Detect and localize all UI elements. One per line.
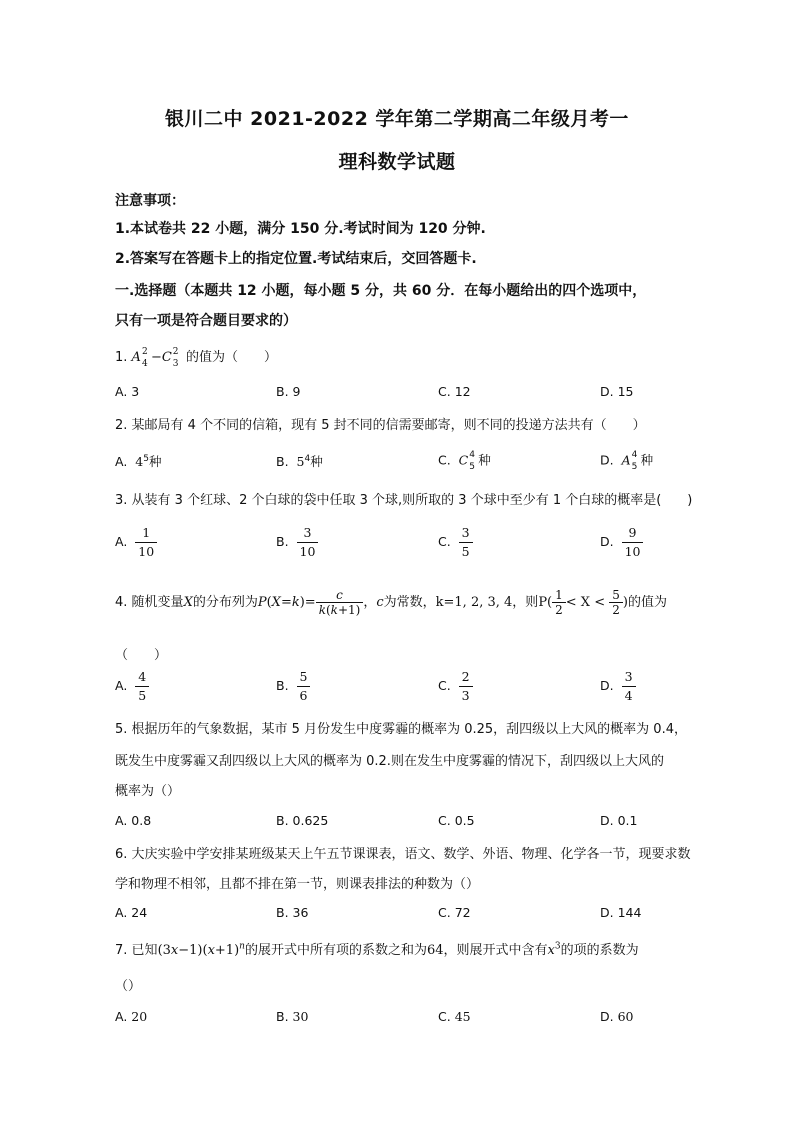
q6-option-d[interactable]: D. 144 — [600, 905, 642, 920]
q5-line-2: 既发生中度雾霾又刮四级以上大风的概率为 0.2.则在发生中度雾霾的情况下，刮四级以上大风的 — [115, 754, 664, 769]
notes-heading: 注意事项： — [115, 193, 185, 209]
q1-formula: A 2 4 −C 2 3 — [131, 346, 179, 369]
question-1 — [115, 346, 277, 369]
q7-option-a[interactable]: A. 20 — [115, 1009, 148, 1024]
question-number: 7. — [115, 943, 128, 958]
q5-line-3: 概率为（） — [115, 784, 181, 799]
q2-option-d[interactable]: D. A 4 5 种 — [600, 450, 654, 472]
q1-option-b[interactable]: B. 9 — [276, 384, 301, 399]
q5-option-d[interactable]: D. 0.1 — [600, 813, 638, 828]
q6-line-2: 学和物理不相邻，且都不排在第一节，则课表排法的种数为（） — [115, 877, 480, 892]
q7-option-d[interactable]: D. 60 — [600, 1009, 634, 1024]
notes-item-2: 2.答案写在答题卡上的指定位置.考试结束后，交回答题卡. — [115, 251, 477, 267]
question-2 — [115, 414, 646, 433]
q1-text: 的值为（ ） — [185, 350, 277, 365]
q3-text: 从装有 3 个红球、2 个白球的袋中任取 3 个球,则所取的 3 个球中至少有 1 个白球的概率是( ) — [131, 493, 693, 508]
notes-item-1: 1.本试卷共 22 小题，满分 150 分.考试时间为 120 分钟. — [115, 221, 486, 237]
q3-option-c[interactable]: C. $\frac{3}{5}$ — [438, 524, 473, 561]
q2-option-b[interactable]: B. $5^4$种 — [276, 453, 323, 469]
q1-option-a[interactable]: A. 3 — [115, 384, 140, 399]
section-heading-line1: 一.选择题（本题共 12 小题，每小题 5 分，共 60 分．在每小题给出的四个选项中， — [115, 283, 647, 299]
q7-option-b[interactable]: B. 30 — [276, 1009, 309, 1024]
q3-option-d[interactable]: D. $\frac{9}{10}$ — [600, 524, 643, 561]
q4-option-c[interactable]: C. $\frac{2}{3}$ — [438, 668, 473, 705]
q2-text: 某邮局有 4 个不同的信箱，现有 5 封不同的信需要邮寄，则不同的投递方法共有（ ） — [131, 418, 646, 433]
q6-option-c[interactable]: C. 72 — [438, 905, 471, 920]
section-heading-line2: 只有一项是符合题目要求的） — [115, 313, 297, 329]
q5-option-a[interactable]: A. 0.8 — [115, 813, 152, 828]
q3-option-a[interactable]: A. $\frac{1}{10}$ — [115, 524, 157, 561]
question-3 — [115, 489, 692, 508]
q2-option-c[interactable]: C. C 4 5 种 — [438, 450, 491, 472]
q4-paren: （ ） — [115, 648, 168, 663]
question-number: 6. — [115, 847, 128, 862]
q5-option-b[interactable]: B. 0.625 — [276, 813, 329, 828]
q6-option-a[interactable]: A. 24 — [115, 905, 148, 920]
question-number: 3. — [115, 493, 128, 508]
question-4: 4. 随机变量X的分布列为P(X=k)= $\frac{c}{k(k+1)}$ ，c为常数，k=1, 2, 3, 4，则P( $\frac{1}{2}$ < X < $\frac{5}{2}$ )的值为 — [115, 588, 667, 617]
question-number: 4. — [115, 595, 128, 610]
question-5: 5. 根据历年的气象数据，某市 5 月份发生中度雾霾的概率为 0.25，刮四级以上大风的概率为 0.4， — [115, 722, 687, 737]
question-7: 7. 已知$(3x-1)(x+1)^n$的展开式中所有项的系数之和为64，则展开式中含有$x^3$的项的系数为 — [115, 941, 639, 958]
question-number: 2. — [115, 418, 128, 433]
exam-title: 银川二中 2021-2022 学年第二学期高二年级月考一 — [165, 108, 629, 130]
question-number: 1. — [115, 350, 128, 365]
q4-option-b[interactable]: B. $\frac{5}{6}$ — [276, 668, 310, 705]
q7-option-c[interactable]: C. 45 — [438, 1009, 471, 1024]
q4-option-d[interactable]: D. $\frac{3}{4}$ — [600, 668, 636, 705]
q1-option-c[interactable]: C. 12 — [438, 384, 471, 399]
question-6: 6. 大庆实验中学安排某班级某天上午五节课课表，语文、数学、外语、物理、化学各一节，现要求数 — [115, 847, 691, 862]
q6-option-b[interactable]: B. 36 — [276, 905, 309, 920]
q4-option-a[interactable]: A. $\frac{4}{5}$ — [115, 668, 149, 705]
q2-option-a[interactable]: A. $4^5$种 — [115, 453, 162, 469]
q5-option-c[interactable]: C. 0.5 — [438, 813, 475, 828]
q3-option-b[interactable]: B. $\frac{3}{10}$ — [276, 524, 318, 561]
exam-subtitle: 理科数学试题 — [338, 151, 456, 173]
q7-paren: （） — [115, 979, 142, 994]
question-number: 5. — [115, 722, 128, 737]
q1-option-d[interactable]: D. 15 — [600, 384, 634, 399]
